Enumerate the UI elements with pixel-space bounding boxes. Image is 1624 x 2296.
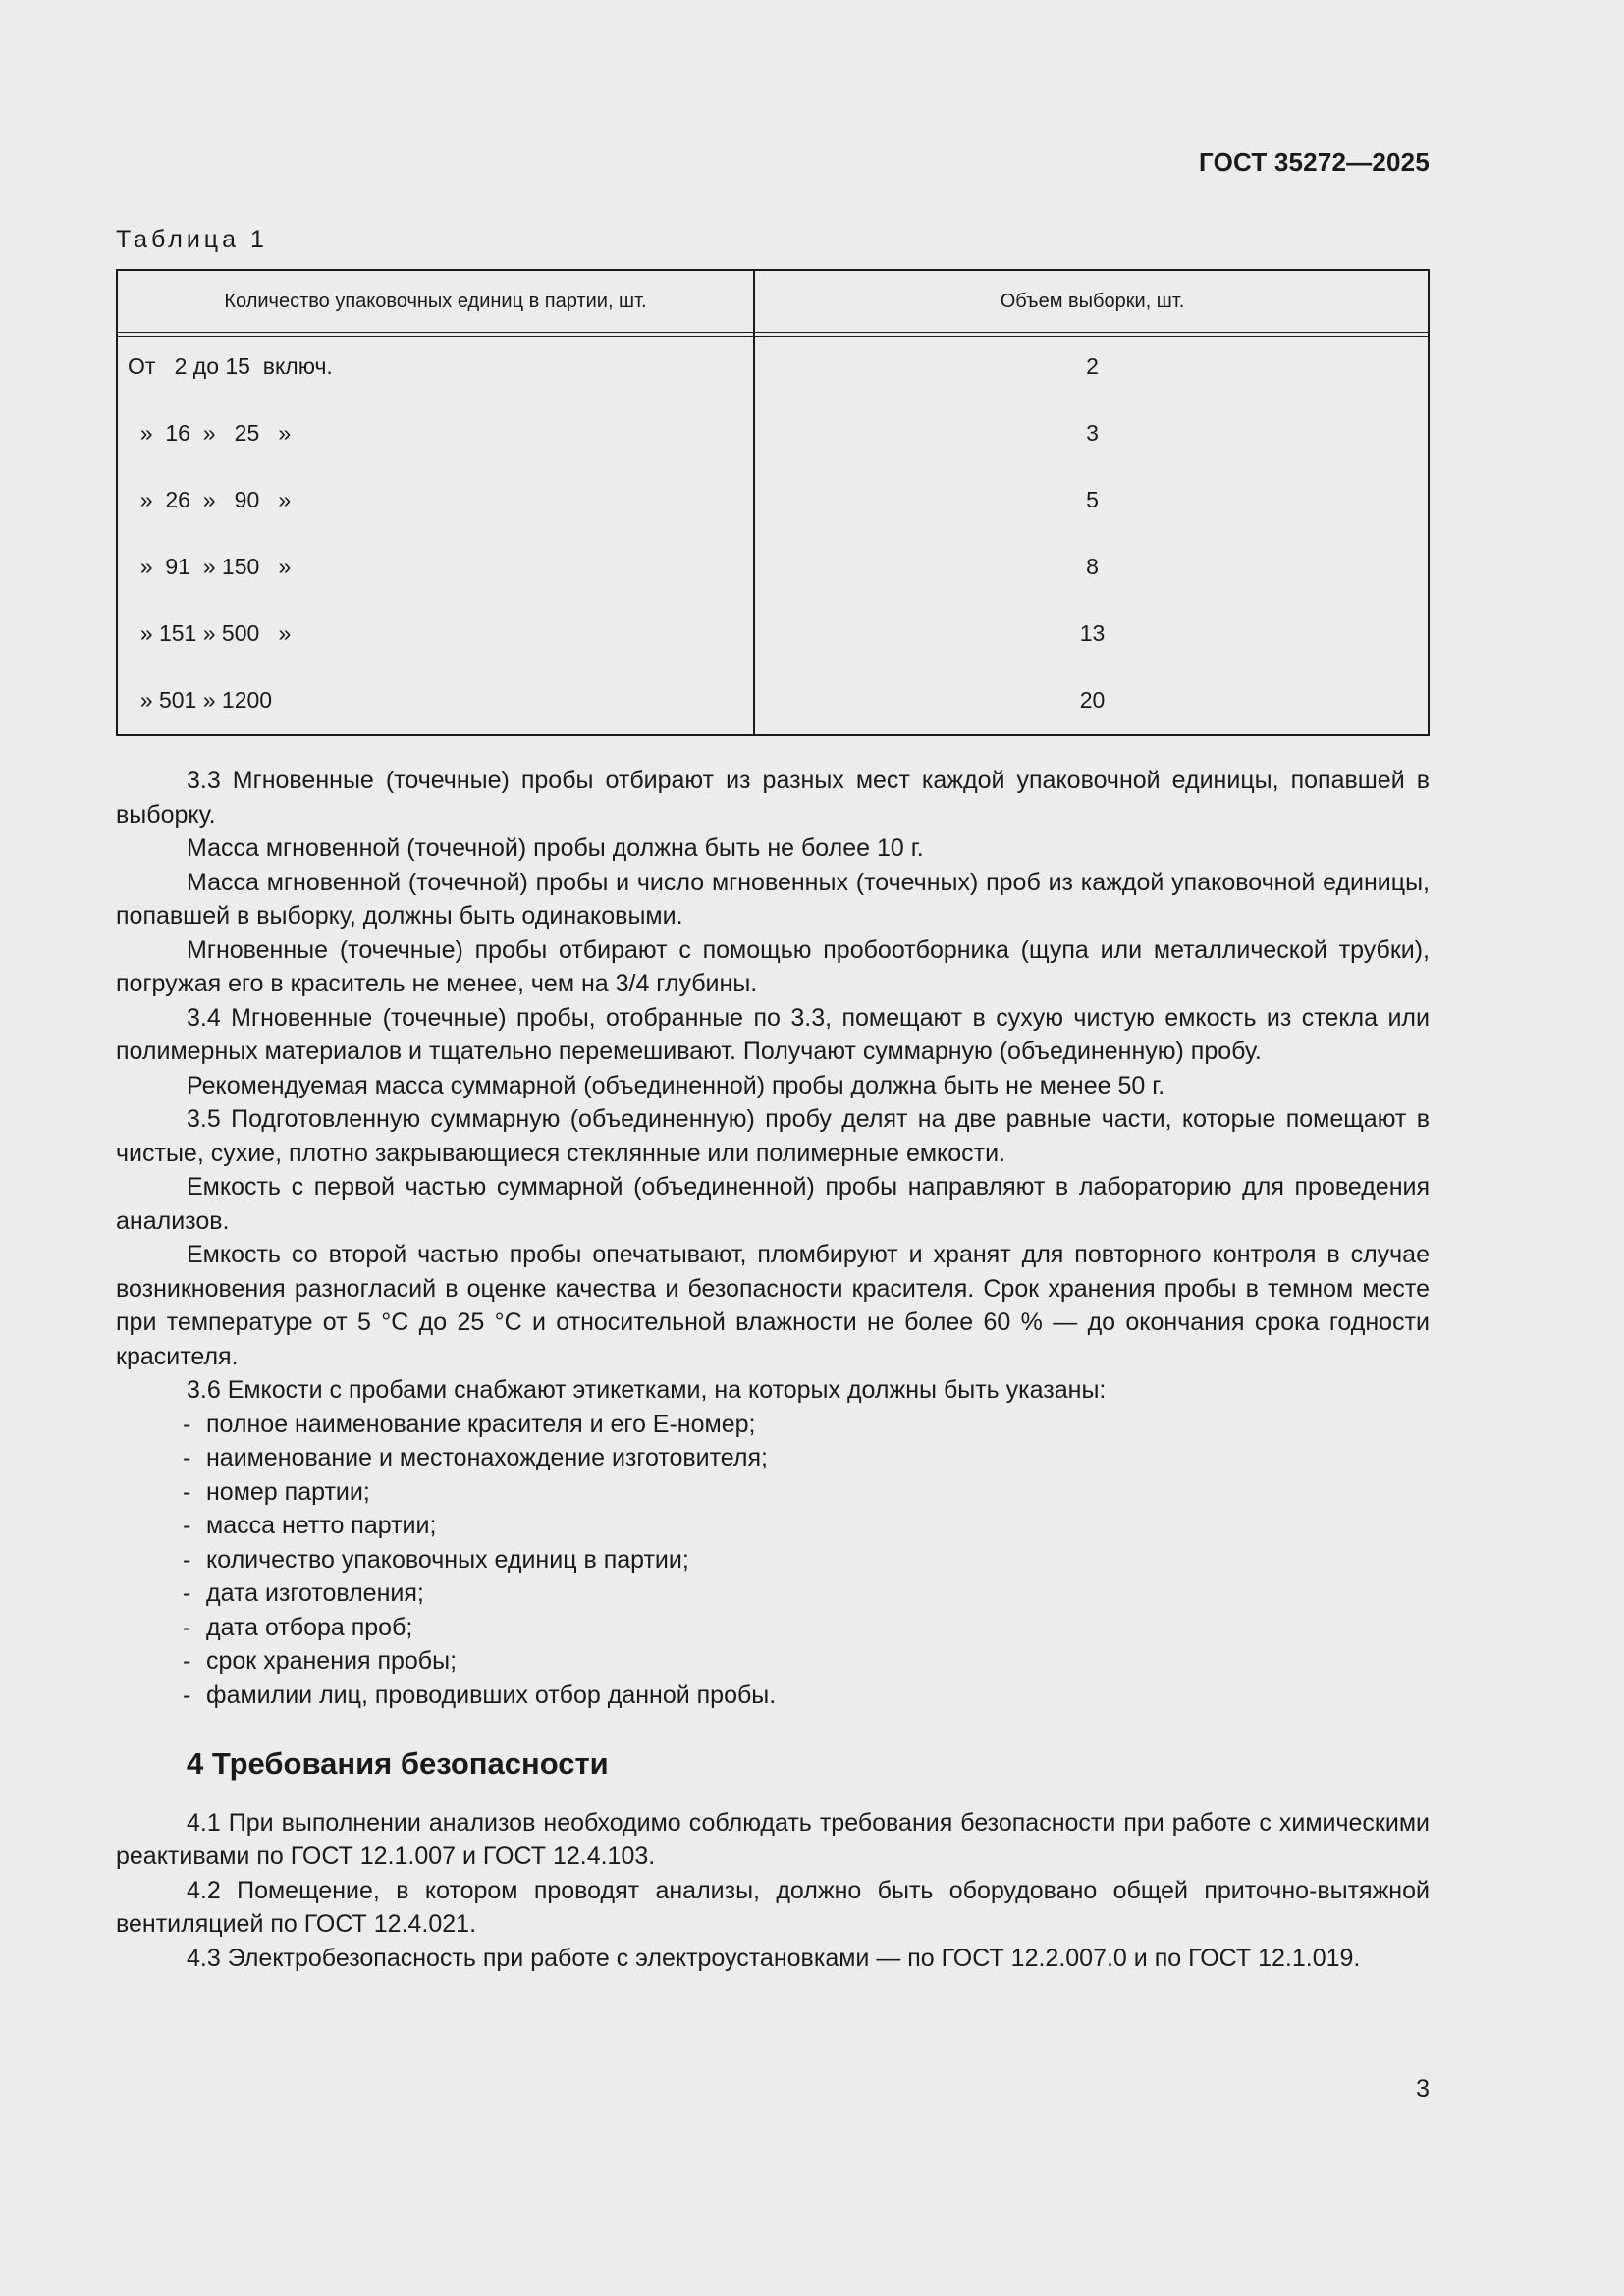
table-cell-sample: 13 xyxy=(1079,620,1106,646)
table-cell-range: » 151 » 500 » xyxy=(128,620,292,646)
paragraph: 4.3 Электробезопасность при работе с электроустановками — по ГОСТ 12.2.007.0 и по ГОСТ 12.1.019. xyxy=(187,1944,1361,1972)
paragraph: Масса мгновенной (точечной) пробы и число мгновенных (точечных) проб из каждой упаковочной единицы, попавшей в выборку, должны быть одинаковыми. xyxy=(116,868,1430,930)
page-number: 3 xyxy=(1416,2075,1430,2103)
table-row xyxy=(118,554,1428,583)
table-header-sample-size: Объем выборки, шт. xyxy=(1000,291,1185,312)
table-header-units: Количество упаковочных единиц в партии, шт. xyxy=(224,291,647,312)
section-heading: 4 Требования безопасности xyxy=(187,1746,609,1781)
list-item: - количество упаковочных единиц в партии; xyxy=(183,1545,689,1574)
list-item: - полное наименование красителя и его Е-номер; xyxy=(183,1410,756,1438)
list-item: - фамилии лиц, проводивших отбор данной пробы. xyxy=(183,1681,777,1709)
list-item: - дата отбора проб; xyxy=(183,1613,413,1641)
paragraph: 4.2 Помещение, в котором проводят анализы, должно быть оборудовано общей приточно-вытяжной вентиляцией по ГОСТ 12.4.021. xyxy=(116,1876,1430,1938)
table-cell-sample: 3 xyxy=(1086,420,1099,446)
document-body xyxy=(116,764,1430,1975)
list-item: - дата изготовления; xyxy=(183,1579,424,1607)
paragraph: 3.3 Мгновенные (точечные) пробы отбирают из разных мест каждой упаковочной единицы, попавшей в выборку. xyxy=(116,767,1430,828)
list-item: - масса нетто партии; xyxy=(183,1512,437,1539)
table-row xyxy=(118,420,1428,450)
label-requirements-list xyxy=(116,1408,1430,1713)
table-cell-range: » 26 » 90 » xyxy=(128,487,292,512)
table-cell-range: От 2 до 15 включ. xyxy=(128,353,333,379)
paragraph: 3.6 Емкости с пробами снабжают этикетками, на которых должны быть указаны: xyxy=(187,1376,1107,1404)
table-cell-sample: 2 xyxy=(1086,353,1099,379)
sampling-table xyxy=(116,269,1430,736)
list-item: - наименование и местонахождение изготовителя; xyxy=(183,1444,768,1471)
table-caption: Таблица 1 xyxy=(116,226,268,253)
paragraph: Масса мгновенной (точечной) пробы должна быть не более 10 г. xyxy=(187,834,924,862)
table-cell-sample: 5 xyxy=(1086,487,1099,512)
table-cell-range: » 91 » 150 » xyxy=(128,554,292,579)
table-cell-range: » 501 » 1200 xyxy=(128,687,273,713)
list-item: - срок хранения пробы; xyxy=(183,1647,458,1675)
table-cell-range: » 16 » 25 » xyxy=(128,420,292,446)
paragraph: Емкость с первой частью суммарной (объединенной) пробы направляют в лабораторию для проведения анализов. xyxy=(116,1173,1430,1235)
table-cell-sample: 20 xyxy=(1079,687,1106,713)
document-id: ГОСТ 35272—2025 xyxy=(1199,147,1430,177)
table-row xyxy=(118,487,1428,516)
list-item: - номер партии; xyxy=(183,1477,370,1506)
paragraph: 3.4 Мгновенные (точечные) пробы, отобранные по 3.3, помещают в сухую чистую емкость из стекла или полимерных материалов и тщательно перемешивают. Получают суммарную (объединенную) пробу. xyxy=(116,1003,1430,1065)
paragraph: Емкость со второй частью пробы опечатывают, пломбируют и хранят для повторного контроля в случае возникновения разногласий в оценке качества и безопасности красителя. Срок хранения пробы в темном месте при температуре от 5 °С до 25 °С и относительной влажности не более 60 % — до окончания срока годности красителя. xyxy=(116,1241,1430,1370)
table-cell-sample: 8 xyxy=(1086,554,1099,579)
table-row xyxy=(118,353,1428,383)
paragraph: 3.5 Подготовленную суммарную (объединенную) пробу делят на две равные части, которые помещают в чистые, сухие, плотно закрывающиеся стеклянные или полимерные емкости. xyxy=(116,1105,1430,1167)
table-header-divider xyxy=(118,332,1428,337)
paragraph: Мгновенные (точечные) пробы отбирают с помощью пробоотборника (щупа или металлической трубки), погружая его в краситель не менее, чем на 3/4 глубины. xyxy=(116,935,1430,997)
table-row xyxy=(118,620,1428,650)
paragraph: 4.1 При выполнении анализов необходимо соблюдать требования безопасности при работе с химическими реактивами по ГОСТ 12.1.007 и ГОСТ 12.4.103. xyxy=(116,1808,1430,1870)
paragraph: Рекомендуемая масса суммарной (объединенной) пробы должна быть не менее 50 г. xyxy=(187,1071,1165,1099)
table-row xyxy=(118,687,1428,717)
